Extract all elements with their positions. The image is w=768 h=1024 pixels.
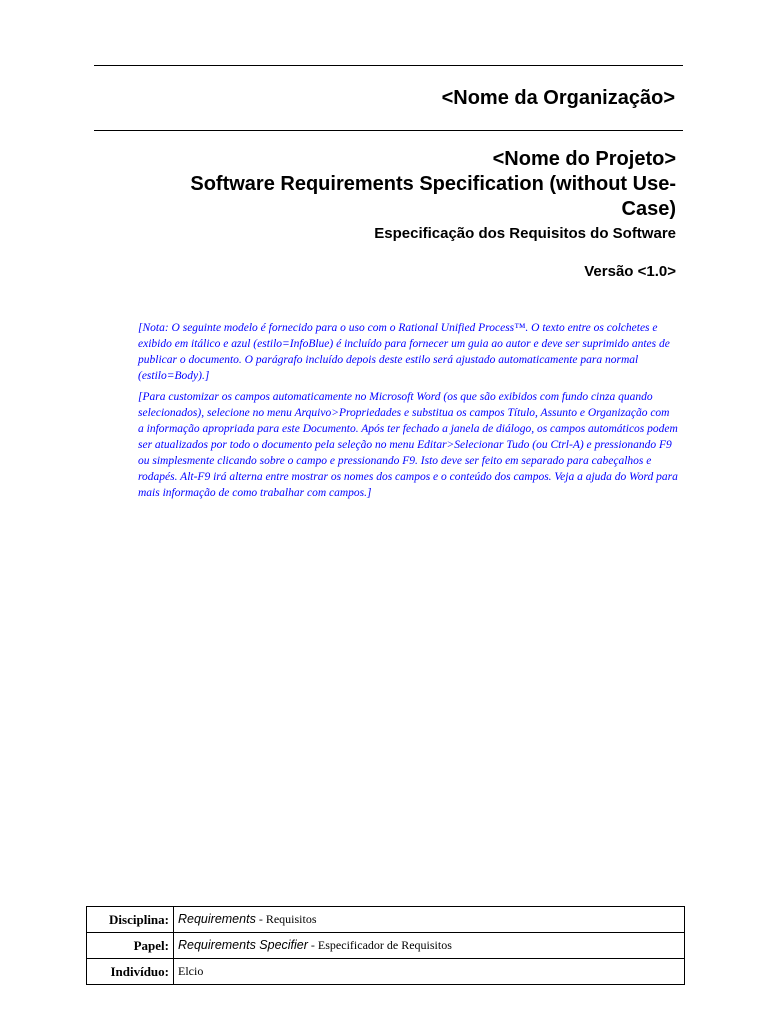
individuo-value: Elcio — [174, 959, 685, 985]
project-name: <Nome do Projeto> — [492, 148, 676, 170]
papel-separator: - — [307, 938, 318, 952]
document-subtitle: Especificação dos Requisitos do Software — [374, 225, 676, 242]
infoblue-note-1: [Nota: O seguinte modelo é fornecido para o uso com o Rational Unified Process™. O texto entre os colchetes e exibido em itálico e azul (estilo=InfoBlue) é incluído para fornecer um guia ao autor e deve ser suprimido antes de publicar o documento. O parágrafo incluído depois deste estilo será ajustado automaticamente para normal (estilo=Body).] — [138, 322, 670, 382]
infoblue-note-2: [Para customizar os campos automaticamente no Microsoft Word (os que são exibidos com fundo cinza quando selecionados), selecione no menu Arquivo>Propriedades e substitua os campos Título, Assunto e Organização com a informação apropriada para este Documento. Após ter fechado a janela de diálogo, os campos automáticos podem ser atualizados por todo o documento pela seleção no menu Editar>Selecionar Tudo (ou Ctrl-A) e pressionando F9 ou simplesmente clicando sobre o campo e pressionando F9. Isto deve ser feito em separado para cabeçalhos e rodapés. Alt-F9 irá alterna entre mostrar os nomes dos campos e o conteúdo dos campos. Veja a ajuda do Word para mais informação de como trabalhar com campos.] — [138, 391, 678, 499]
disciplina-label: Disciplina: — [87, 907, 174, 933]
top-rule — [94, 65, 683, 66]
table-row-papel — [87, 933, 685, 959]
middle-rule — [94, 130, 683, 131]
papel-value-pt: Especificador de Requisitos — [317, 938, 452, 952]
disciplina-value — [174, 907, 685, 933]
document-title-line-2: Case) — [621, 198, 676, 220]
title-block — [94, 147, 676, 244]
papel-value-en: Requirements Specifier — [178, 938, 308, 952]
disciplina-separator: - — [255, 912, 266, 926]
document-title — [94, 172, 676, 222]
info-table — [86, 906, 685, 985]
document-title-line-1: Software Requirements Specification (without Use- — [190, 173, 676, 195]
papel-label: Papel: — [87, 933, 174, 959]
table-row-disciplina — [87, 907, 685, 933]
organization-name: <Nome da Organização> — [441, 87, 675, 109]
disciplina-value-pt: Requisitos — [265, 912, 317, 926]
individuo-label: Indivíduo: — [87, 959, 174, 985]
table-row-individuo — [87, 959, 685, 985]
disciplina-value-en: Requirements — [178, 912, 256, 926]
version-label: Versão <1.0> — [584, 263, 676, 280]
papel-value — [174, 933, 685, 959]
